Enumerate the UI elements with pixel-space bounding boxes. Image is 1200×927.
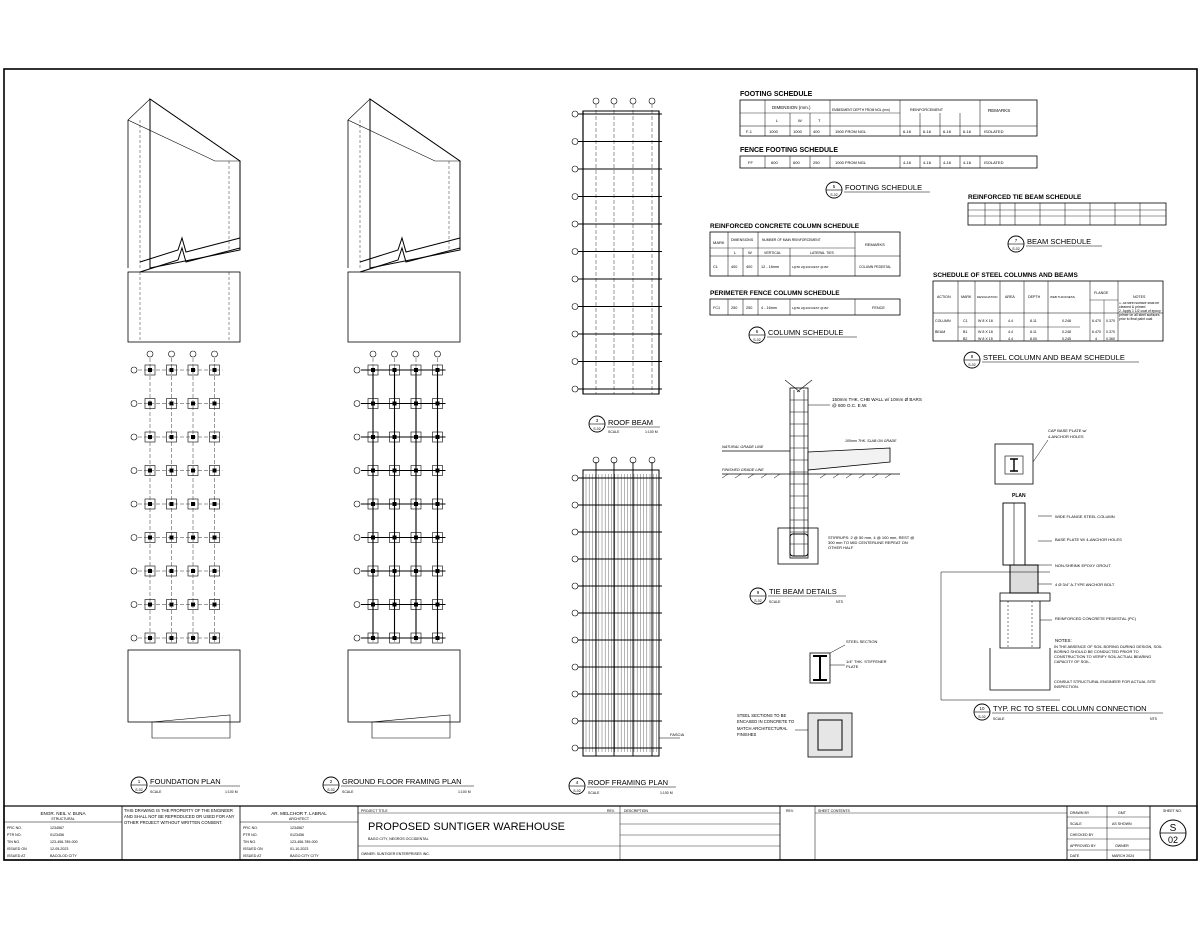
steel-cell: 8.11 (1030, 319, 1037, 323)
column-mark (213, 368, 217, 372)
rc-column-cell: 1@50 2@100 REST @150 (792, 265, 829, 269)
drawing-title: TYP. RC TO STEEL COLUMN CONNECTION (993, 704, 1147, 713)
sheet-number: 02 (1167, 835, 1179, 845)
steel-cell: 4.4 (1008, 337, 1013, 341)
column-mark (213, 536, 217, 540)
arch-issued-label: ISSUED ON (243, 847, 263, 851)
svg-text:FASCIA: FASCIA (670, 732, 685, 737)
drawing-number: 3 (595, 418, 599, 423)
arch-tin-label: TIN NO. (243, 840, 257, 844)
fence-footing-cell: 4-16 (923, 160, 932, 165)
tin-label: TIN NO. (7, 840, 21, 844)
steel-header: DESIGNATION (977, 295, 998, 299)
steel-cell: B2 (963, 337, 968, 341)
sheet-ref: S-02 (968, 363, 976, 367)
drawing-number: 8 (970, 354, 974, 359)
encase-note: STEEL SECTIONS TO BE ENCASED IN CONCRETE TO MATCH ARCHITECTURAL FINISHES (737, 713, 795, 737)
rc-column-heading: REINFORCED CONCRETE COLUMN SCHEDULE (710, 223, 860, 230)
arch-issued-value: 01-10-2023 (290, 847, 309, 851)
fence-column-cell: 1@50 2@100 REST @150 (792, 306, 829, 310)
steel-cell: 0.248 (1062, 330, 1071, 334)
pedestal-note: REINFORCED CONCRETE PEDESTAL (PC) (1055, 616, 1136, 621)
scale-label: SCALE (769, 600, 781, 604)
ptr-label: PTR NO. (7, 833, 22, 837)
scale-value: NTS (1150, 717, 1157, 721)
column-mark (191, 368, 195, 372)
column-mark (191, 469, 195, 473)
column-mark (191, 636, 195, 640)
arch-tin-value: 123-456-789-000 (290, 840, 318, 844)
steel-cell: 4.4 (1008, 319, 1013, 323)
steel-header: NOTES (1133, 295, 1146, 299)
column-mark (170, 536, 174, 540)
tie-beam-fgl: FINISHED GRADE LINE (722, 468, 764, 472)
scale-value: 1:100 M (458, 790, 471, 794)
fence-footing-cell: 1000 FROM NGL (835, 160, 867, 165)
certification-text: THIS DRAWING IS THE PROPERTY OF THE ENGINEER AND SHALL NOT BE REPRODUCED OR USED FOR ANY OTHER PROJECT WITHOUT WRITTEN CONSENT. (124, 808, 235, 826)
approved-by-label: APPROVED BY (1070, 844, 1096, 848)
fence-footing-cell: 600 (771, 160, 778, 165)
drawing-title: BEAM SCHEDULE (1027, 237, 1092, 246)
description-label: DESCRIPTION (624, 809, 648, 813)
column-mark (148, 469, 152, 473)
drawn-by-label: DRAWN BY (1070, 811, 1090, 815)
rev-label: REV. (607, 809, 615, 813)
rc-column-header-mark: MARK (713, 240, 725, 245)
column-mark (213, 502, 217, 506)
connection-notes-label: NOTES: (1055, 638, 1072, 643)
sheet-no-label: SHEET NO. (1163, 809, 1182, 813)
fence-column-cell: FENCE (872, 306, 885, 310)
rc-column-header-main: NUMBER OF MAIN REINFORCEMENT (762, 238, 821, 242)
connection-note-2: CONSULT STRUCTURAL ENGINEER FOR ACTUAL SITE INSPECTION. (1054, 680, 1156, 689)
cap-plate-note: CAP BASE PLATE w/ 4-ANCHOR HOLES (1048, 428, 1087, 439)
footing-header-dimension: DIMENSION (mm.) (772, 105, 811, 110)
fence-footing-cell: 250 (813, 160, 820, 165)
sheet-ref: S-02 (978, 715, 986, 719)
steel-cell: B1 (963, 330, 968, 334)
architect-name: AR. MELCHOR T. LABRAL (271, 811, 327, 816)
footing-sub-w: W (798, 118, 802, 123)
scale-value-tb: AS SHOWN (1112, 822, 1132, 826)
footing-cell: 6-16 (963, 129, 972, 134)
column-mark (213, 435, 217, 439)
column-mark (191, 402, 195, 406)
column-mark (170, 368, 174, 372)
sheet-ref: S-02 (754, 599, 762, 603)
drawing-title: FOOTING SCHEDULE (845, 183, 923, 192)
column-mark (148, 636, 152, 640)
rc-column-sub-vertical: VERTICAL (764, 251, 782, 255)
column-mark (170, 636, 174, 640)
sheet-ref: S-02 (753, 338, 761, 342)
arch-prc-label: PRC NO. (243, 826, 258, 830)
footing-cell: 6-16 (923, 129, 932, 134)
fence-footing-cell: FF (748, 160, 753, 165)
drawing-number: 5 (832, 184, 836, 189)
footing-cell: 6-16 (903, 129, 912, 134)
prc-value: 1234567 (50, 826, 64, 830)
steel-cell: 0.360 (1106, 337, 1115, 341)
column-mark (170, 402, 174, 406)
column-mark (170, 569, 174, 573)
column-mark (148, 435, 152, 439)
footing-cell: 6-16 (943, 129, 952, 134)
steel-section-note: STEEL SECTION (846, 640, 878, 644)
scale-value: NTS (836, 600, 843, 604)
rc-column-header-remarks: REMARKS (865, 242, 885, 247)
stiffener-note: 1/4" THK. STIFFENER PLATE (846, 660, 887, 669)
steel-cell: W 8 X 15 (978, 337, 993, 341)
column-mark (148, 402, 152, 406)
steel-schedule-heading: SCHEDULE OF STEEL COLUMNS AND BEAMS (933, 272, 1078, 279)
sheet-ref: S-02 (830, 193, 838, 197)
date-value: MARCH 2024 (1112, 854, 1135, 858)
drawing-number: 7 (1014, 238, 1018, 243)
drawing-title: STEEL COLUMN AND BEAM SCHEDULE (983, 353, 1125, 362)
steel-cell: W 8 X 18 (978, 319, 993, 323)
scale-label: SCALE (150, 790, 162, 794)
rc-column-header-dims: DIMENSIONS (731, 238, 754, 242)
project-title-label: PROJECT TITLE (361, 809, 388, 813)
column-mark (213, 636, 217, 640)
tie-beam-schedule-heading: REINFORCED TIE BEAM SCHEDULE (968, 194, 1082, 201)
scale-value: 1:100 M (225, 790, 238, 794)
rc-column-sub-ties: LATERAL TIES (810, 251, 834, 255)
drawn-by-value: GMT (1118, 811, 1126, 815)
tie-beam-ngl: NATURAL GRADE LINE (722, 445, 764, 449)
sheet-ref: S-02 (327, 788, 335, 792)
sheet-contents-label: SHEET CONTENTS (818, 809, 850, 813)
rc-column-sub-l: L (734, 250, 737, 255)
steel-header: ACTION (937, 295, 951, 299)
sheet-ref: S-02 (573, 789, 581, 793)
sheet-ref: S-02 (135, 788, 143, 792)
footing-header-embedment: EMBEDMENT DEPTH FROM NGL (mm) (832, 108, 890, 112)
prc-label: PRC NO. (7, 826, 22, 830)
fence-column-cell: 250 (746, 306, 753, 310)
arch-ptr-value: 0123456 (290, 833, 304, 837)
arch-ptr-label: PTR NO. (243, 833, 258, 837)
footing-header-remarks: REMARKS (988, 108, 1011, 113)
project-owner: OWNER: SUNTIGER ENTERPRISES INC. (361, 852, 430, 856)
steel-cell: 6.470 (1092, 330, 1101, 334)
steel-cell: 0.245 (1062, 337, 1071, 341)
tie-beam-chb-note: 150mm THK. CHB WALL w/ 10mm Ø BARS @ 600 O.C. E.W. (832, 397, 922, 408)
column-mark (213, 603, 217, 607)
anchor-bolt-note: 4 Ø 3/4" A-TYPE ANCHOR BOLT (1055, 582, 1115, 587)
drawing-number: 2 (329, 779, 333, 784)
column-mark (191, 536, 195, 540)
fence-column-cell: 4 - 16mm (761, 306, 778, 310)
arch-prc-value: 1234567 (290, 826, 304, 830)
steel-cell: C1 (963, 319, 968, 323)
column-mark (170, 469, 174, 473)
scale-label-tb: SCALE (1070, 822, 1082, 826)
rc-column-sub-w: W (748, 250, 752, 255)
ptr-value: 0123456 (50, 833, 64, 837)
drawing-title: TIE BEAM DETAILS (769, 587, 837, 596)
scale-label: SCALE (608, 430, 620, 434)
drawing-title: COLUMN SCHEDULE (768, 328, 844, 337)
fence-footing-cell: 4-16 (963, 160, 972, 165)
footing-sub-t: T (818, 118, 821, 123)
steel-note: 2. Apply 1 1/2 coat of epoxy primer on all steel surfaces prior to final paint coat (1119, 308, 1161, 321)
issued-on-label: ISSUED ON (7, 847, 27, 851)
sheet-ref: S-02 (593, 427, 601, 431)
column-mark (213, 402, 217, 406)
drawing-number: 6 (755, 329, 759, 334)
steel-cell: 0.370 (1106, 319, 1115, 323)
column-mark (148, 536, 152, 540)
drawing-title: GROUND FLOOR FRAMING PLAN (342, 777, 462, 786)
steel-cell: BEAM (935, 330, 946, 334)
drawing-number: 9 (756, 590, 760, 595)
drawing-number: 1 (137, 779, 141, 784)
scale-value: 1:100 M (645, 430, 658, 434)
column-mark (191, 502, 195, 506)
issued-on-value: 12-05-2023 (50, 847, 69, 851)
architect-role: ARCHITECT (288, 817, 310, 821)
fence-column-cell: 250 (731, 306, 738, 310)
scale-label: SCALE (993, 717, 1005, 721)
drawing-title: ROOF FRAMING PLAN (588, 778, 669, 787)
tie-beam-stirrups-note: STIRRUPS: 2 @ 50 mm, 4 @ 100 mm, REST @ 300 mm TO MID CENTERLINE REPEAT ON OTHER HALF (828, 536, 915, 550)
column-mark (148, 368, 152, 372)
footing-schedule-heading: FOOTING SCHEDULE (740, 91, 813, 98)
column-mark (191, 603, 195, 607)
date-label: DATE (1070, 854, 1080, 858)
rc-column-cell: 12 - 16mm (761, 265, 780, 269)
rc-column-cell: COLUMN PEDESTAL (859, 265, 892, 269)
fence-column-cell: FC1 (713, 306, 721, 310)
scale-label: SCALE (342, 790, 354, 794)
engineer-role: STRUCTURAL (51, 817, 75, 821)
rc-column-cell: 400 (731, 265, 738, 269)
column-mark (191, 435, 195, 439)
footing-cell: 1000 (769, 129, 778, 134)
column-mark (170, 502, 174, 506)
column-mark (148, 603, 152, 607)
rev-label-2: REV. (786, 809, 794, 813)
connection-note-1: IN THE ABSENCE OF SOIL BORING DURING DESIGN, SOIL BORING SHOULD BE CONDUCTED PRIOR TO CONSTRUCTION TO VERIFY SOIL ACTUAL BEARING CAPACITY OF SOIL. (1054, 645, 1163, 664)
steel-header: FLANGE (1094, 291, 1109, 295)
column-mark (213, 569, 217, 573)
fence-footing-cell: 4-16 (943, 160, 952, 165)
footing-cell: 1500 FROM NGL (835, 129, 867, 134)
grout-note: NON-SHRINK EPOXY GROUT (1055, 563, 1111, 568)
steel-cell: COLUMN (935, 319, 951, 323)
footing-cell: F-1 (746, 129, 752, 134)
sheet-ref: S-02 (1012, 247, 1020, 251)
drawing-number: 10 (979, 706, 985, 711)
steel-cell: 0.248 (1062, 319, 1071, 323)
steel-cell: 8.00 (1030, 337, 1037, 341)
column-mark (191, 569, 195, 573)
column-mark (170, 435, 174, 439)
arch-at-value: BAGO CITY CITY (290, 854, 319, 858)
drawing-number: 4 (575, 780, 579, 785)
arch-at-label: ISSUED AT (243, 854, 262, 858)
drawing-title: ROOF BEAM (608, 418, 654, 427)
column-mark (148, 502, 152, 506)
issued-at-label: ISSUED AT (7, 854, 26, 858)
steel-header: DEPTH (1028, 295, 1041, 299)
steel-cell: 0.370 (1106, 330, 1115, 334)
steel-header: WEB THICKNESS (1050, 295, 1075, 299)
wide-flange-note: WIDE FLANGE STEEL COLUMN (1055, 514, 1115, 519)
fence-footing-heading: FENCE FOOTING SCHEDULE (740, 147, 839, 154)
base-plate-note: BASE PLATE W/ 4-ANCHOR HOLES (1055, 537, 1122, 542)
footing-cell: ISOLATED (984, 129, 1004, 134)
project-title: PROPOSED SUNTIGER WAREHOUSE (368, 821, 566, 833)
rc-column-cell: C1 (713, 265, 718, 269)
steel-cell: 8.11 (1030, 330, 1037, 334)
sheet-id: S (1169, 823, 1177, 834)
steel-cell: 6.470 (1092, 319, 1101, 323)
column-mark (170, 603, 174, 607)
scale-label: SCALE (588, 791, 600, 795)
steel-header: AREA (1005, 295, 1015, 299)
tie-beam-slab-note: 100mm THK. SLAB ON GRADE (845, 439, 897, 443)
engineer-name: ENGR. NEIL V. BUNA (40, 811, 86, 816)
fence-column-heading: PERIMETER FENCE COLUMN SCHEDULE (710, 290, 840, 297)
steel-cell: 4 (1095, 337, 1097, 341)
footing-header-reinforcement: REINFORCEMENT (910, 108, 944, 112)
steel-header: MARK (961, 295, 972, 299)
fence-footing-cell: ISOLATED (984, 160, 1004, 165)
approved-by-value: OWNER (1115, 844, 1129, 848)
project-location: BAGO CITY, NEGROS OCCIDENTAL (368, 837, 429, 841)
issued-at-value: BACOLOD CITY (50, 854, 77, 858)
column-mark (148, 569, 152, 573)
fence-footing-cell: 4-16 (903, 160, 912, 165)
steel-cell: 4.4 (1008, 330, 1013, 334)
rc-column-cell: 400 (746, 265, 753, 269)
column-mark (213, 469, 217, 473)
plan-label: PLAN (1012, 493, 1026, 499)
tin-value: 123-456-789-000 (50, 840, 78, 844)
drawing-title: FOUNDATION PLAN (150, 777, 221, 786)
steel-cell: W 8 X 18 (978, 330, 993, 334)
footing-cell: 1000 (793, 129, 802, 134)
checked-by-label: CHECKED BY (1070, 833, 1094, 837)
scale-value: 1:100 M (660, 791, 673, 795)
footing-sub-l: L (776, 118, 779, 123)
footing-cell: 400 (813, 129, 820, 134)
fence-footing-cell: 600 (793, 160, 800, 165)
steel-note: 1. All steel surface shall be cleaned & primed (1119, 302, 1160, 309)
